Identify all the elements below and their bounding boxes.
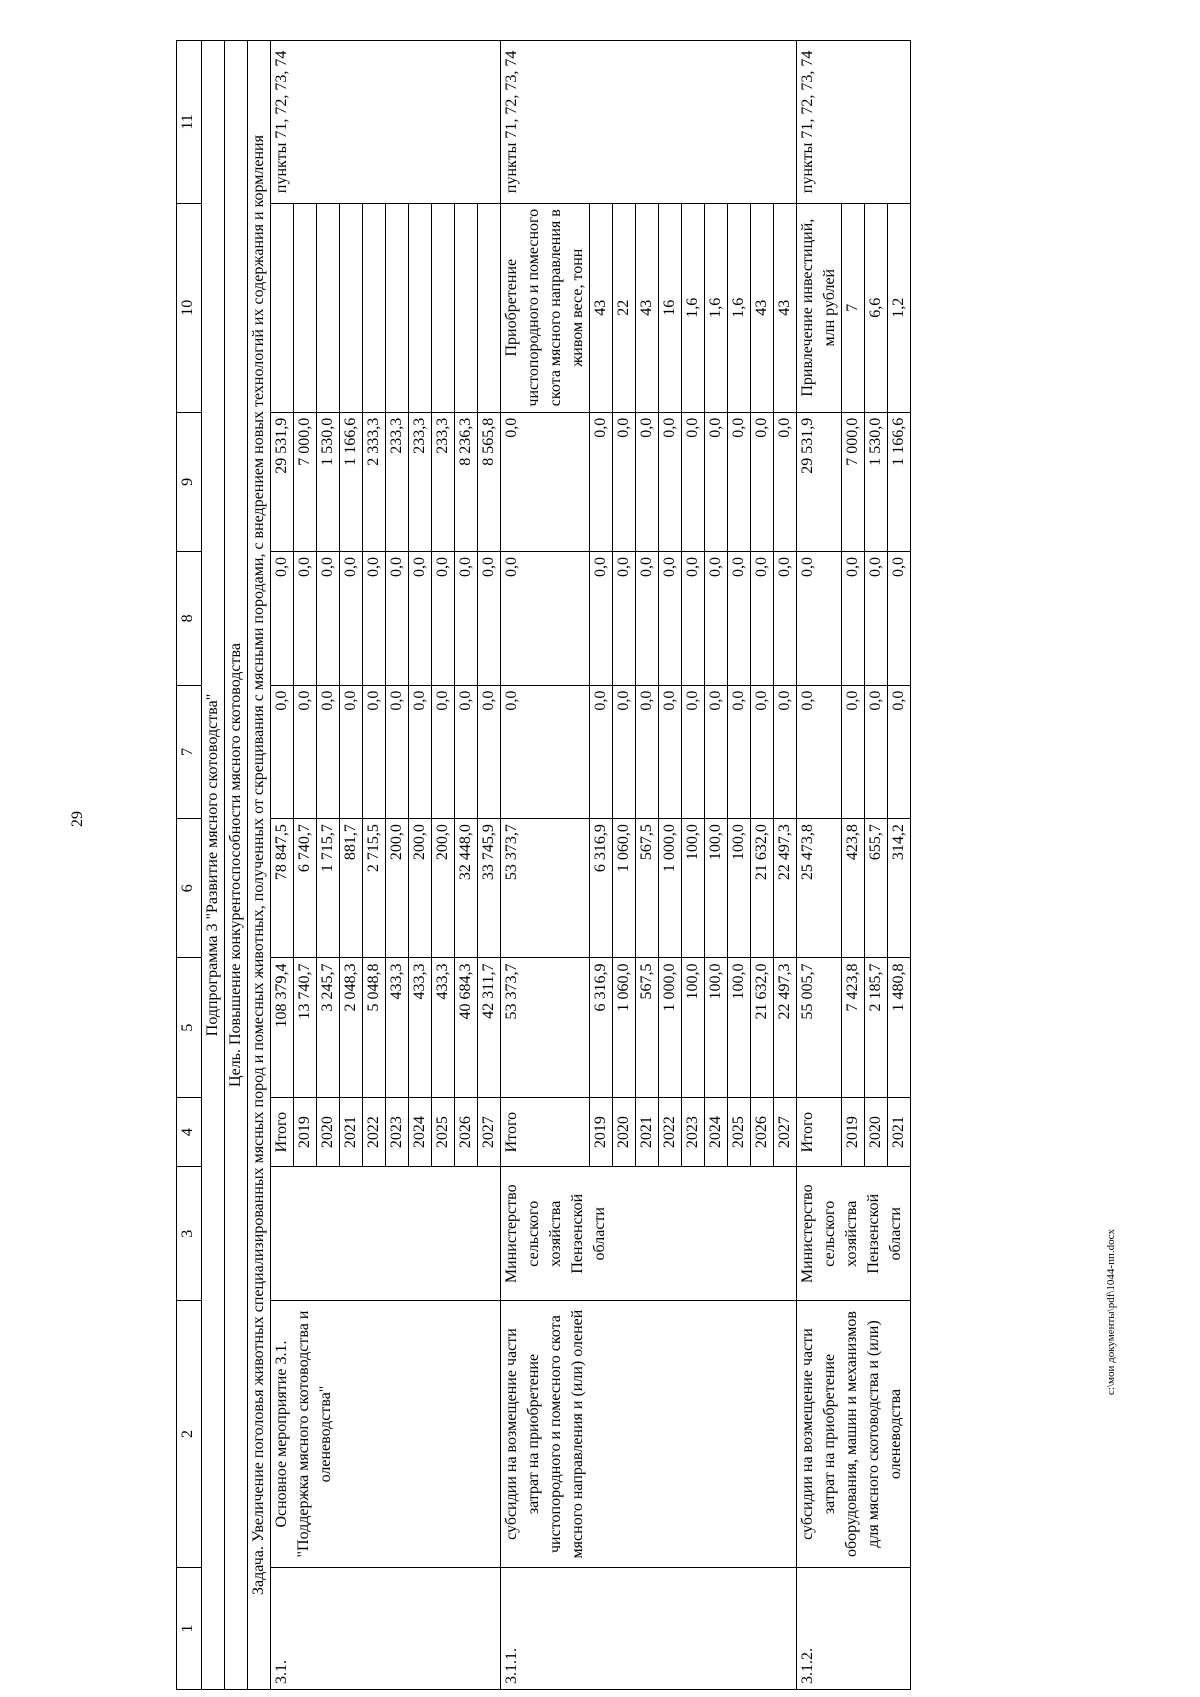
subprogram-title: Подпрограмма 3 "Развитие мясного скотоводства" xyxy=(202,41,225,1690)
value-total: 53 373,7 xyxy=(501,958,590,1097)
value-federal: 0,0 xyxy=(478,685,501,819)
value-total: 7 423,8 xyxy=(842,958,865,1097)
indicator-value xyxy=(386,203,409,412)
value-total: 40 684,3 xyxy=(455,958,478,1097)
indicator-value: 6,6 xyxy=(865,203,888,412)
value-total: 55 005,7 xyxy=(797,958,842,1097)
value-regional: 200,0 xyxy=(386,819,409,958)
value-extrabudget: 0,0 xyxy=(590,412,613,551)
indicator-value xyxy=(317,203,340,412)
indicator-name: Приобретение чистопородного и помесного скота мясного направления в живом весе, тонн xyxy=(501,203,590,412)
value-extrabudget: 233,3 xyxy=(432,412,455,551)
value-extrabudget: 8 236,3 xyxy=(455,412,478,551)
table-row xyxy=(797,41,842,1690)
value-total: 1 000,0 xyxy=(659,958,682,1097)
value-regional: 423,8 xyxy=(842,819,865,958)
value-total: 21 632,0 xyxy=(751,958,774,1097)
indicator-value xyxy=(363,203,386,412)
value-extrabudget: 8 565,8 xyxy=(478,412,501,551)
task-row xyxy=(248,41,271,1690)
value-total: 433,3 xyxy=(409,958,432,1097)
page-number: 29 xyxy=(69,811,86,827)
value-federal: 0,0 xyxy=(888,685,911,819)
value-total: 108 379,4 xyxy=(271,958,294,1097)
indicator-value: 1,2 xyxy=(888,203,911,412)
value-regional: 6 316,9 xyxy=(590,819,613,958)
indicator-value: 43 xyxy=(636,203,659,412)
year-cell: 2024 xyxy=(409,1097,432,1167)
value-extrabudget: 0,0 xyxy=(682,412,705,551)
value-local: 0,0 xyxy=(888,552,911,686)
value-local: 0,0 xyxy=(386,552,409,686)
col-number: 10 xyxy=(177,203,202,412)
indicator-value: 1,6 xyxy=(705,203,728,412)
value-federal: 0,0 xyxy=(455,685,478,819)
value-local: 0,0 xyxy=(774,552,797,686)
value-regional: 78 847,5 xyxy=(271,819,294,958)
value-local: 0,0 xyxy=(501,552,590,686)
value-extrabudget: 0,0 xyxy=(659,412,682,551)
value-federal: 0,0 xyxy=(590,685,613,819)
year-cell: 2020 xyxy=(317,1097,340,1167)
year-cell: 2019 xyxy=(590,1097,613,1167)
value-local: 0,0 xyxy=(294,552,317,686)
value-extrabudget: 0,0 xyxy=(613,412,636,551)
value-local: 0,0 xyxy=(705,552,728,686)
footer-file-path: c:\мои документы\pdf\1044-пп.docx xyxy=(1105,1228,1117,1395)
value-local: 0,0 xyxy=(455,552,478,686)
value-local: 0,0 xyxy=(682,552,705,686)
value-federal: 0,0 xyxy=(271,685,294,819)
value-local: 0,0 xyxy=(409,552,432,686)
value-regional: 200,0 xyxy=(432,819,455,958)
col-number: 2 xyxy=(177,1301,202,1568)
col-number: 7 xyxy=(177,685,202,819)
value-local: 0,0 xyxy=(797,552,842,686)
value-federal: 0,0 xyxy=(317,685,340,819)
indicator-value xyxy=(455,203,478,412)
indicator-value xyxy=(409,203,432,412)
year-cell: Итого xyxy=(797,1097,842,1167)
value-federal: 0,0 xyxy=(797,685,842,819)
value-regional: 21 632,0 xyxy=(751,819,774,958)
value-federal: 0,0 xyxy=(751,685,774,819)
value-federal: 0,0 xyxy=(636,685,659,819)
indicator-value: 43 xyxy=(751,203,774,412)
year-cell: 2026 xyxy=(455,1097,478,1167)
value-total: 6 316,9 xyxy=(590,958,613,1097)
table-row xyxy=(501,41,590,1690)
value-federal: 0,0 xyxy=(659,685,682,819)
value-local: 0,0 xyxy=(636,552,659,686)
value-federal: 0,0 xyxy=(409,685,432,819)
value-federal: 0,0 xyxy=(386,685,409,819)
value-federal: 0,0 xyxy=(340,685,363,819)
indicator-value: 1,6 xyxy=(682,203,705,412)
value-total: 5 048,8 xyxy=(363,958,386,1097)
value-extrabudget: 1 166,6 xyxy=(888,412,911,551)
row-code: 3.1. xyxy=(271,1568,501,1690)
table-row xyxy=(271,41,294,1690)
value-total: 1 060,0 xyxy=(613,958,636,1097)
measure-name: субсидии на возмещение части затрат на приобретение оборудования, машин и механизмов для мясного скотоводства и (или) оленеводства xyxy=(797,1301,911,1568)
value-federal: 0,0 xyxy=(842,685,865,819)
indicator-value: 43 xyxy=(590,203,613,412)
col-number: 8 xyxy=(177,552,202,686)
value-regional: 314,2 xyxy=(888,819,911,958)
value-regional: 33 745,9 xyxy=(478,819,501,958)
value-local: 0,0 xyxy=(478,552,501,686)
value-local: 0,0 xyxy=(363,552,386,686)
year-cell: 2021 xyxy=(636,1097,659,1167)
value-extrabudget: 0,0 xyxy=(636,412,659,551)
value-federal: 0,0 xyxy=(501,685,590,819)
indicator-value: 7 xyxy=(842,203,865,412)
value-local: 0,0 xyxy=(317,552,340,686)
value-total: 100,0 xyxy=(682,958,705,1097)
value-federal: 0,0 xyxy=(865,685,888,819)
value-total: 2 185,7 xyxy=(865,958,888,1097)
value-regional: 881,7 xyxy=(340,819,363,958)
value-total: 3 245,7 xyxy=(317,958,340,1097)
value-extrabudget: 1 166,6 xyxy=(340,412,363,551)
value-federal: 0,0 xyxy=(774,685,797,819)
value-regional: 2 715,5 xyxy=(363,819,386,958)
goal-row xyxy=(225,41,248,1690)
measure-name: Основное мероприятие 3.1. "Поддержка мясного скотоводства и оленеводства" xyxy=(271,1301,501,1568)
indicator-value: 22 xyxy=(613,203,636,412)
year-cell: 2025 xyxy=(728,1097,751,1167)
value-extrabudget: 0,0 xyxy=(751,412,774,551)
goal-text: Цель. Повышение конкурентоспособности мясного скотоводства xyxy=(225,41,248,1690)
rotated-table-area xyxy=(176,40,1121,1690)
value-extrabudget: 29 531,9 xyxy=(797,412,842,551)
value-total: 567,5 xyxy=(636,958,659,1097)
indicator-value xyxy=(478,203,501,412)
indicator-value xyxy=(432,203,455,412)
year-cell: Итого xyxy=(271,1097,294,1167)
value-extrabudget: 0,0 xyxy=(728,412,751,551)
executor: Министерство сельского хозяйства Пензенской области xyxy=(797,1167,911,1301)
value-regional: 32 448,0 xyxy=(455,819,478,958)
value-total: 13 740,7 xyxy=(294,958,317,1097)
value-local: 0,0 xyxy=(590,552,613,686)
value-regional: 6 740,7 xyxy=(294,819,317,958)
value-regional: 100,0 xyxy=(682,819,705,958)
value-federal: 0,0 xyxy=(705,685,728,819)
value-regional: 1 000,0 xyxy=(659,819,682,958)
legal-points: пункты 71, 72, 73, 74 xyxy=(271,41,501,204)
value-regional: 1 060,0 xyxy=(613,819,636,958)
value-federal: 0,0 xyxy=(728,685,751,819)
value-extrabudget: 7 000,0 xyxy=(294,412,317,551)
year-cell: Итого xyxy=(501,1097,590,1167)
measure-name: субсидии на возмещение части затрат на приобретение чистопородного и помесного скота мясного направления и (или) оленей xyxy=(501,1301,797,1568)
task-text: Задача. Увеличение поголовья животных специализированных мясных пород и помесных животных, полученных от скрещивания с мясными породами, с внедрением новых технологий их содержания и кормления xyxy=(248,41,271,1690)
value-regional: 100,0 xyxy=(705,819,728,958)
year-cell: 2024 xyxy=(705,1097,728,1167)
year-cell: 2021 xyxy=(340,1097,363,1167)
value-extrabudget: 233,3 xyxy=(409,412,432,551)
year-cell: 2023 xyxy=(386,1097,409,1167)
value-regional: 25 473,8 xyxy=(797,819,842,958)
indicator-name xyxy=(271,203,294,412)
program-table xyxy=(176,40,911,1690)
indicator-value: 16 xyxy=(659,203,682,412)
indicator-value xyxy=(340,203,363,412)
value-federal: 0,0 xyxy=(613,685,636,819)
row-code: 3.1.1. xyxy=(501,1568,797,1690)
value-local: 0,0 xyxy=(613,552,636,686)
value-extrabudget: 0,0 xyxy=(501,412,590,551)
value-regional: 100,0 xyxy=(728,819,751,958)
value-extrabudget: 7 000,0 xyxy=(842,412,865,551)
value-federal: 0,0 xyxy=(432,685,455,819)
col-number: 9 xyxy=(177,412,202,551)
year-cell: 2023 xyxy=(682,1097,705,1167)
value-extrabudget: 1 530,0 xyxy=(865,412,888,551)
value-total: 42 311,7 xyxy=(478,958,501,1097)
indicator-value: 43 xyxy=(774,203,797,412)
year-cell: 2019 xyxy=(842,1097,865,1167)
col-number: 3 xyxy=(177,1167,202,1301)
year-cell: 2027 xyxy=(774,1097,797,1167)
value-federal: 0,0 xyxy=(294,685,317,819)
value-total: 22 497,3 xyxy=(774,958,797,1097)
value-regional: 655,7 xyxy=(865,819,888,958)
year-cell: 2019 xyxy=(294,1097,317,1167)
value-regional: 200,0 xyxy=(409,819,432,958)
value-local: 0,0 xyxy=(340,552,363,686)
value-regional: 53 373,7 xyxy=(501,819,590,958)
legal-points: пункты 71, 72, 73, 74 xyxy=(797,41,911,204)
row-code: 3.1.2. xyxy=(797,1568,911,1690)
col-number: 6 xyxy=(177,819,202,958)
year-cell: 2022 xyxy=(659,1097,682,1167)
value-total: 433,3 xyxy=(432,958,455,1097)
indicator-value xyxy=(294,203,317,412)
year-cell: 2025 xyxy=(432,1097,455,1167)
value-local: 0,0 xyxy=(842,552,865,686)
value-total: 433,3 xyxy=(386,958,409,1097)
value-total: 1 480,8 xyxy=(888,958,911,1097)
indicator-name: Привлечение инвестиций, млн рублей xyxy=(797,203,842,412)
year-cell: 2020 xyxy=(865,1097,888,1167)
value-local: 0,0 xyxy=(728,552,751,686)
column-number-row xyxy=(177,41,202,1690)
value-extrabudget: 2 333,3 xyxy=(363,412,386,551)
value-extrabudget: 29 531,9 xyxy=(271,412,294,551)
value-regional: 1 715,7 xyxy=(317,819,340,958)
year-cell: 2021 xyxy=(888,1097,911,1167)
value-extrabudget: 0,0 xyxy=(774,412,797,551)
col-number: 5 xyxy=(177,958,202,1097)
value-total: 100,0 xyxy=(705,958,728,1097)
value-total: 100,0 xyxy=(728,958,751,1097)
legal-points: пункты 71, 72, 73, 74 xyxy=(501,41,797,204)
value-federal: 0,0 xyxy=(363,685,386,819)
executor: Министерство сельского хозяйства Пензенской области xyxy=(501,1167,797,1301)
year-cell: 2026 xyxy=(751,1097,774,1167)
value-local: 0,0 xyxy=(865,552,888,686)
value-local: 0,0 xyxy=(659,552,682,686)
year-cell: 2022 xyxy=(363,1097,386,1167)
value-total: 2 048,3 xyxy=(340,958,363,1097)
value-regional: 22 497,3 xyxy=(774,819,797,958)
subprogram-row xyxy=(202,41,225,1690)
value-local: 0,0 xyxy=(271,552,294,686)
value-local: 0,0 xyxy=(432,552,455,686)
value-extrabudget: 1 530,0 xyxy=(317,412,340,551)
value-extrabudget: 233,3 xyxy=(386,412,409,551)
year-cell: 2020 xyxy=(613,1097,636,1167)
year-cell: 2027 xyxy=(478,1097,501,1167)
value-federal: 0,0 xyxy=(682,685,705,819)
value-extrabudget: 0,0 xyxy=(705,412,728,551)
col-number: 4 xyxy=(177,1097,202,1167)
value-local: 0,0 xyxy=(751,552,774,686)
col-number: 11 xyxy=(177,41,202,204)
indicator-value: 1,6 xyxy=(728,203,751,412)
executor xyxy=(271,1167,501,1301)
value-regional: 567,5 xyxy=(636,819,659,958)
col-number: 1 xyxy=(177,1568,202,1690)
